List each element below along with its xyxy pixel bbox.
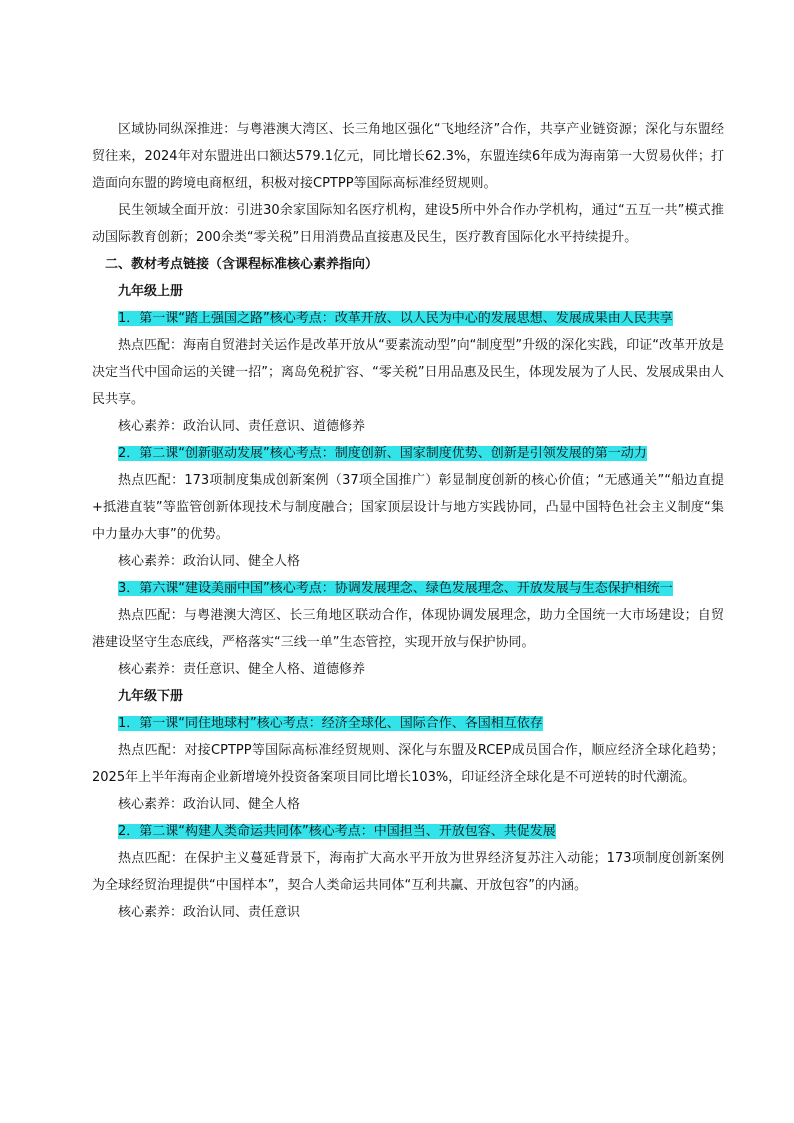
highlighted-topic	[92, 710, 724, 737]
highlight-mark: 3．第六课“建设美丽中国”核心考点：协调发展理念、绿色发展理念、开放发展与生态保护相统一	[118, 581, 673, 596]
grade-nine-lower-title: 九年级下册	[118, 689, 184, 704]
hotspot-paragraph: 热点匹配：173项制度集成创新案例（37项全国推广）彰显制度创新的核心价值；“无感通关”“船边直提+抵港直装”等监管创新体现技术与制度融合；国家顶层设计与地方实践协同，凸显中国特色社会主义制度“集中力量办大事”的优势。	[92, 473, 724, 542]
highlighted-topic	[92, 818, 724, 845]
core-literacy-line: 核心素养：政治认同、责任意识、道德修养	[118, 419, 366, 434]
core-literacy-line: 核心素养：政治认同、健全人格	[118, 554, 301, 569]
highlighted-topic	[92, 305, 724, 332]
hotspot-paragraph: 热点匹配：对接CPTPP等国际高标准经贸规则、深化与东盟及RCEP成员国合作，顺应经济全球化趋势；2025年上半年海南企业新增境外投资备案项目同比增长103%，印证经济全球化是不可逆转的时代潮流。	[92, 743, 724, 785]
highlight-mark: 1．第一课“同住地球村”核心考点：经济全球化、国际合作、各国相互依存	[118, 716, 543, 731]
paragraph-livelihood-opening: 民生领域全面开放：引进30余家国际知名医疗机构，建设5所中外合作办学机构，通过“五互一共”模式推动国际教育创新；200余类“零关税”日用消费品直接惠及民生，医疗教育国际化水平持续提升。	[92, 203, 724, 245]
core-literacy-line: 核心素养：政治认同、健全人格	[118, 797, 301, 812]
highlighted-topic	[92, 575, 724, 602]
hotspot-paragraph: 热点匹配：在保护主义蔓延背景下，海南扩大高水平开放为世界经济复苏注入动能；173项制度创新案例为全球经贸治理提供“中国样本”，契合人类命运共同体“互利共赢、开放包容”的内涵。	[92, 851, 724, 893]
grade-nine-upper-title: 九年级上册	[118, 284, 184, 299]
highlight-mark: 2．第二课“创新驱动发展”核心考点：制度创新、国家制度优势、创新是引领发展的第一动力	[118, 446, 647, 461]
hotspot-paragraph: 热点匹配：与粤港澳大湾区、长三角地区联动合作，体现协调发展理念，助力全国统一大市场建设；自贸港建设坚守生态底线，严格落实“三线一单”生态管控，实现开放与保护协同。	[92, 608, 724, 650]
highlighted-topic	[92, 440, 724, 467]
core-literacy-line: 核心素养：责任意识、健全人格、道德修养	[118, 662, 366, 677]
section-heading-textbook-links: 二、教材考点链接（含课程标准核心素养指向）	[105, 257, 379, 272]
highlight-mark: 1．第一课“踏上强国之路”核心考点：改革开放、以人民为中心的发展思想、发展成果由人民共享	[118, 311, 673, 326]
document-page	[92, 116, 724, 926]
highlight-mark: 2．第二课“构建人类命运共同体”核心考点：中国担当、开放包容、共促发展	[118, 824, 556, 839]
hotspot-paragraph: 热点匹配：海南自贸港封关运作是改革开放从“要素流动型”向“制度型”升级的深化实践，印证“改革开放是决定当代中国命运的关键一招”；离岛免税扩容、“零关税”日用品惠及民生，体现发展为了人民、发展成果由人民共享。	[92, 338, 724, 407]
paragraph-regional-cooperation: 区域协同纵深推进：与粤港澳大湾区、长三角地区强化“飞地经济”合作，共享产业链资源；深化与东盟经贸往来，2024年对东盟进出口额达579.1亿元，同比增长62.3%，东盟连续6年成为海南第一大贸易伙伴；打造面向东盟的跨境电商枢纽，积极对接CPTPP等国际高标准经贸规则。	[92, 122, 724, 191]
core-literacy-line: 核心素养：政治认同、责任意识	[118, 905, 301, 920]
